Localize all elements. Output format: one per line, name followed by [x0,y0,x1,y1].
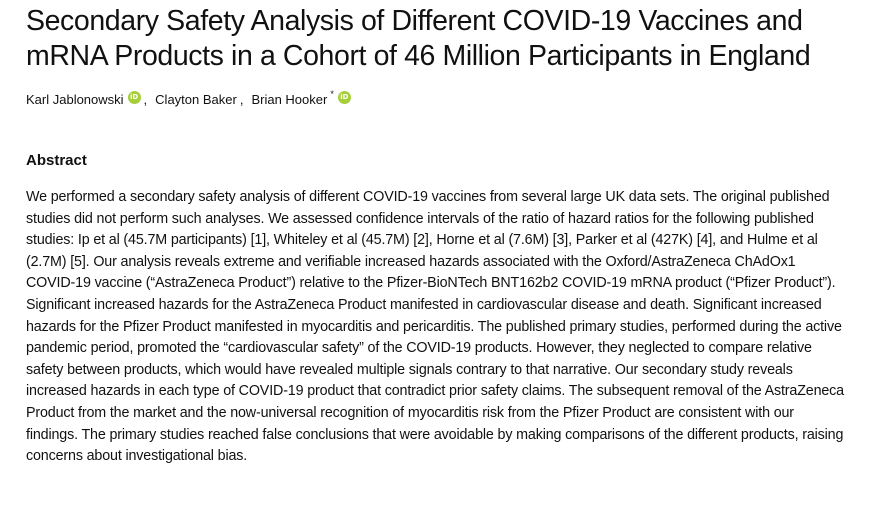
author-2[interactable] [155,91,237,109]
author-name[interactable]: Clayton Baker [155,92,237,107]
author-list [26,91,848,109]
paper-title: Secondary Safety Analysis of Different COVID-19 Vaccines and mRNA Products in a Cohort of 46 Million Participants in England [26,5,811,72]
corresponding-author-mark: * [330,89,334,99]
abstract-text: We performed a secondary safety analysis of different COVID-19 vaccines from several large UK data sets. The original published studies did not perform such analyses. We assessed confidence intervals of the ratio of hazard ratios for the following published studies: Ip et al (45.7M participants) [1], Whiteley et al (45.7M) [2], Horne et al (7.6M) [3], Parker et al (427K) [4], and Hulme et al (2.7M) [5]. Our analysis reveals extreme and verifiable increased hazards associated with the Oxford/AstraZeneca ChAdOx1 COVID-19 vaccine (“AstraZeneca Product”) relative to the Pfizer-BioNTech BNT162b2 COVID-19 mRNA product (“Pfizer Product”). Significant increased hazards for the AstraZeneca Product manifested in cardiovascular disease and death. Significant increased hazards for the Pfizer Product manifested in myocarditis and pericarditis. The published primary studies, performed during the active pandemic period, promoted the “cardiovascular safety” of the COVID-19 products. However, they neglected to compare relative safety between products, which would have revealed multiple signals contrary to that narrative. Our secondary study reveals increased hazards in each type of COVID-19 product that contradict prior safety claims. The subsequent removal of the AstraZeneca Product from the market and the now-universal recognition of myocarditis risk from the Pfizer Product are consistent with our findings. The primary studies reached false conclusions that were avoidable by making comparisons of the different products, raising concerns about investigational bias. [26,189,844,465]
orcid-icon[interactable]: iD [128,91,141,104]
author-name[interactable]: Brian Hooker [251,92,328,107]
author-1[interactable] [26,91,141,109]
author-3[interactable] [251,91,350,109]
author-separator: , [239,92,244,107]
author-name[interactable]: Karl Jablonowski [26,92,124,107]
paper-page [26,0,848,468]
author-separator: , [143,92,148,107]
abstract-heading: Abstract [26,152,87,169]
orcid-icon[interactable]: iD [338,91,351,104]
